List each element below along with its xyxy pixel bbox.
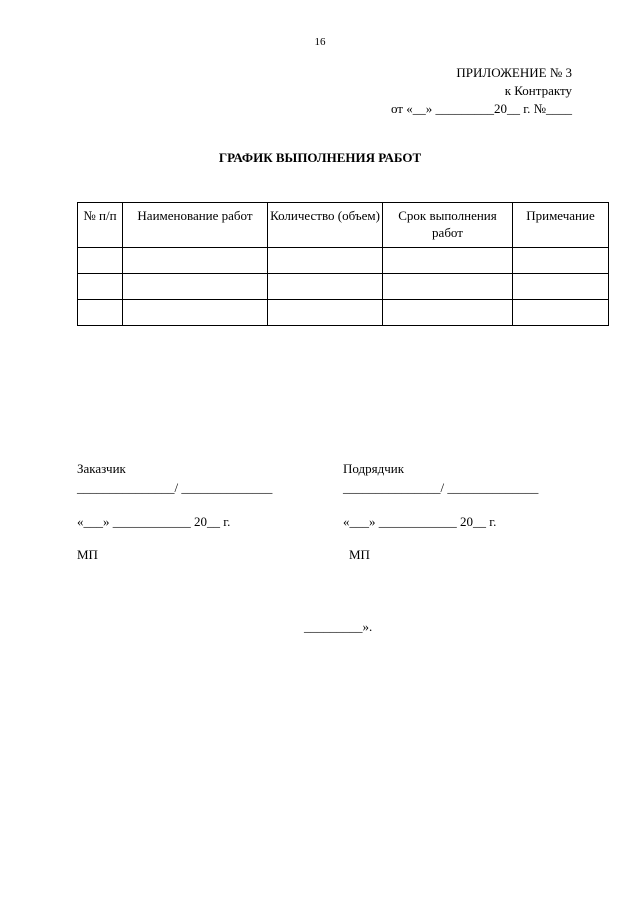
contractor-date-line: «___» ____________ 20__ г. — [343, 514, 497, 529]
table-cell — [78, 300, 123, 326]
table-row — [78, 300, 609, 326]
table-cell — [78, 248, 123, 274]
table-cell — [123, 300, 268, 326]
table-cell — [268, 274, 383, 300]
page-number: 16 — [314, 36, 326, 48]
table-row — [78, 274, 609, 300]
table-cell — [268, 248, 383, 274]
appendix-contract-ref: к Контракту — [504, 83, 572, 98]
appendix-title: ПРИЛОЖЕНИЕ № 3 — [456, 65, 572, 80]
footer-text: _________». — [304, 619, 373, 634]
contractor-stamp-label: МП — [349, 547, 370, 562]
column-header-label: Наименование работ — [137, 208, 253, 223]
contractor-label: Подрядчик — [343, 461, 405, 476]
column-header-label: Срок выполнения работ — [398, 208, 497, 240]
appendix-date-number: от «__» _________20__ г. №____ — [390, 101, 572, 116]
table-cell — [123, 248, 268, 274]
table-cell — [78, 274, 123, 300]
column-header-work-name — [123, 203, 268, 248]
table-header-row — [78, 203, 609, 248]
customer-signature-line: _______________/ ______________ — [77, 480, 273, 495]
table-cell — [383, 300, 513, 326]
column-header-label: Количество (объем) — [270, 208, 380, 223]
column-header-deadline — [383, 203, 513, 248]
table-cell — [123, 274, 268, 300]
customer-date-line: «___» ____________ 20__ г. — [77, 514, 231, 529]
column-header-number — [78, 203, 123, 248]
column-header-note — [513, 203, 609, 248]
table-cell — [268, 300, 383, 326]
customer-label: Заказчик — [77, 461, 126, 476]
contractor-signature-line: _______________/ ______________ — [343, 480, 539, 495]
document-title: ГРАФИК ВЫПОЛНЕНИЯ РАБОТ — [218, 150, 422, 165]
table-row — [78, 248, 609, 274]
table-cell — [513, 274, 609, 300]
column-header-label: Примечание — [526, 208, 595, 223]
table-cell — [383, 274, 513, 300]
schedule-table — [77, 202, 609, 326]
table-cell — [513, 300, 609, 326]
table-cell — [383, 248, 513, 274]
table-cell — [513, 248, 609, 274]
column-header-quantity — [268, 203, 383, 248]
customer-stamp-label: МП — [77, 547, 98, 562]
column-header-label: № п/п — [83, 208, 117, 223]
